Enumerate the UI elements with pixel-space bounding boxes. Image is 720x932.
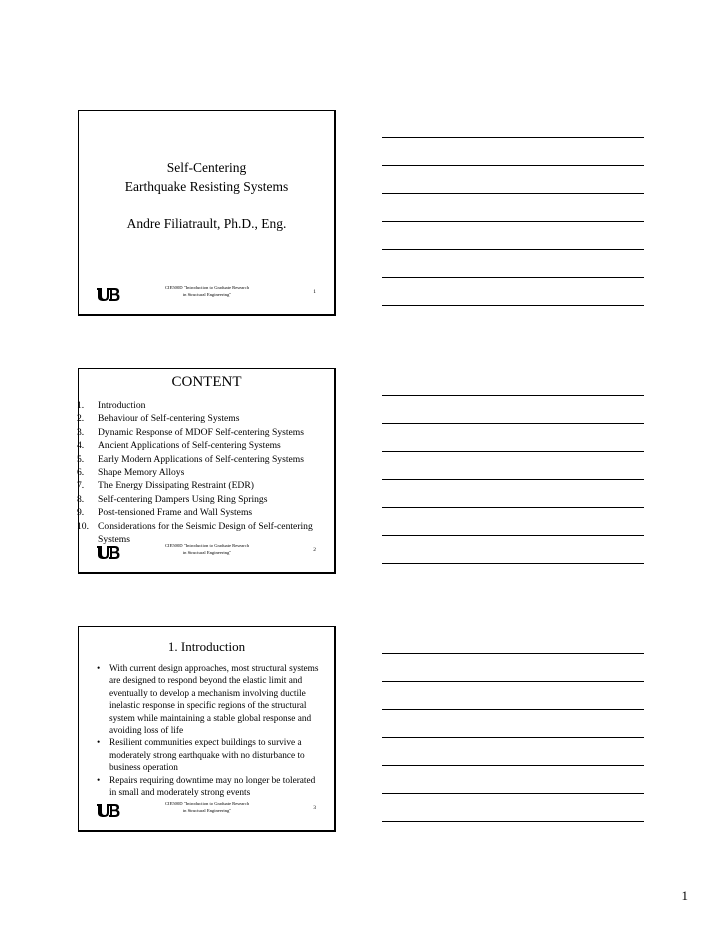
slide-2-footer <box>79 542 334 564</box>
content-item: 8. Self-centering Dampers Using Ring Springs <box>77 493 268 505</box>
note-line <box>382 451 644 452</box>
slide-1-footer-text <box>139 285 275 299</box>
content-list <box>77 399 332 546</box>
note-line <box>382 395 644 396</box>
slide-1-thumbnail <box>78 110 336 316</box>
note-line <box>382 165 644 166</box>
slide-1-title-line-1: Self-Centering <box>166 160 247 175</box>
bullet-item: • Repairs requiring downtime may no longer be tolerated in small and moderately strong events <box>97 775 320 800</box>
footer-topic-line: in Structural Engineering" <box>182 549 232 555</box>
slide-2-footer-text <box>139 543 275 557</box>
content-item: 4. Ancient Applications of Self-centering Systems <box>77 440 281 452</box>
bullet-item: • With current design approaches, most structural systems are designed to respond beyond the elastic limit and eventually to develop a mechanism involving ductile inelastic response in specific regions of the structural system while maintaining a stable global response and avoiding loss of life <box>97 663 320 737</box>
content-item: 7. The Energy Dissipating Restraint (EDR) <box>77 480 254 492</box>
note-line <box>382 423 644 424</box>
note-line <box>382 793 644 794</box>
note-line <box>382 535 644 536</box>
ub-logo-icon <box>96 802 120 818</box>
content-item: 5. Early Modern Applications of Self-centering Systems <box>77 453 304 465</box>
slide-2-heading: CONTENT <box>171 374 242 390</box>
footer-course-line: CIE500D "Introduction to Graduate Research <box>164 543 250 548</box>
note-line <box>382 507 644 508</box>
note-line <box>382 305 644 306</box>
note-line <box>382 821 644 822</box>
content-item: 3. Dynamic Response of MDOF Self-centering Systems <box>77 426 304 438</box>
footer-course-line: CIE500D "Introduction to Graduate Research <box>164 285 250 290</box>
slide-2-thumbnail <box>78 368 336 574</box>
slide-3-heading: 1. Introduction <box>167 639 246 654</box>
note-line <box>382 709 644 710</box>
introduction-bullets <box>97 663 320 799</box>
note-line <box>382 137 644 138</box>
sheet-page-number: 1 <box>681 888 688 903</box>
note-line <box>382 249 644 250</box>
content-item: 2. Behaviour of Self-centering Systems <box>77 413 240 425</box>
note-line <box>382 193 644 194</box>
content-item: 9. Post-tensioned Frame and Wall Systems <box>77 507 253 519</box>
note-line <box>382 563 644 564</box>
note-line <box>382 681 644 682</box>
slide-3-footer <box>79 800 334 822</box>
slide-1-number: 1 <box>313 289 316 295</box>
footer-topic-line: in Structural Engineering" <box>182 291 232 297</box>
slide-1-author: Andre Filiatrault, Ph.D., Eng. <box>126 216 287 231</box>
slide-1-footer <box>79 284 334 306</box>
slide-3-thumbnail <box>78 626 336 832</box>
note-line <box>382 277 644 278</box>
note-line <box>382 221 644 222</box>
slide-3-number: 3 <box>313 805 316 811</box>
content-item: 10. Considerations for the Seismic Design of Self-centering Systems <box>77 520 313 546</box>
slide-1-title-line-2: Earthquake Resisting Systems <box>124 179 289 194</box>
footer-topic-line: in Structural Engineering" <box>182 807 232 813</box>
slide-2-number: 2 <box>313 547 316 553</box>
note-line <box>382 765 644 766</box>
slide-3-footer-text <box>139 801 275 815</box>
footer-course-line: CIE500D "Introduction to Graduate Research <box>164 801 250 806</box>
ub-logo-icon <box>96 544 120 560</box>
content-item: 6. Shape Memory Alloys <box>77 467 185 479</box>
note-line <box>382 737 644 738</box>
slide-1-title-block <box>79 158 334 233</box>
note-line <box>382 479 644 480</box>
note-line <box>382 653 644 654</box>
bullet-item: • Resilient communities expect buildings to survive a moderately strong earthquake with no disturbance to business operation <box>97 737 320 774</box>
ub-logo-icon <box>96 286 120 302</box>
content-item: 1. Introduction <box>77 400 146 411</box>
